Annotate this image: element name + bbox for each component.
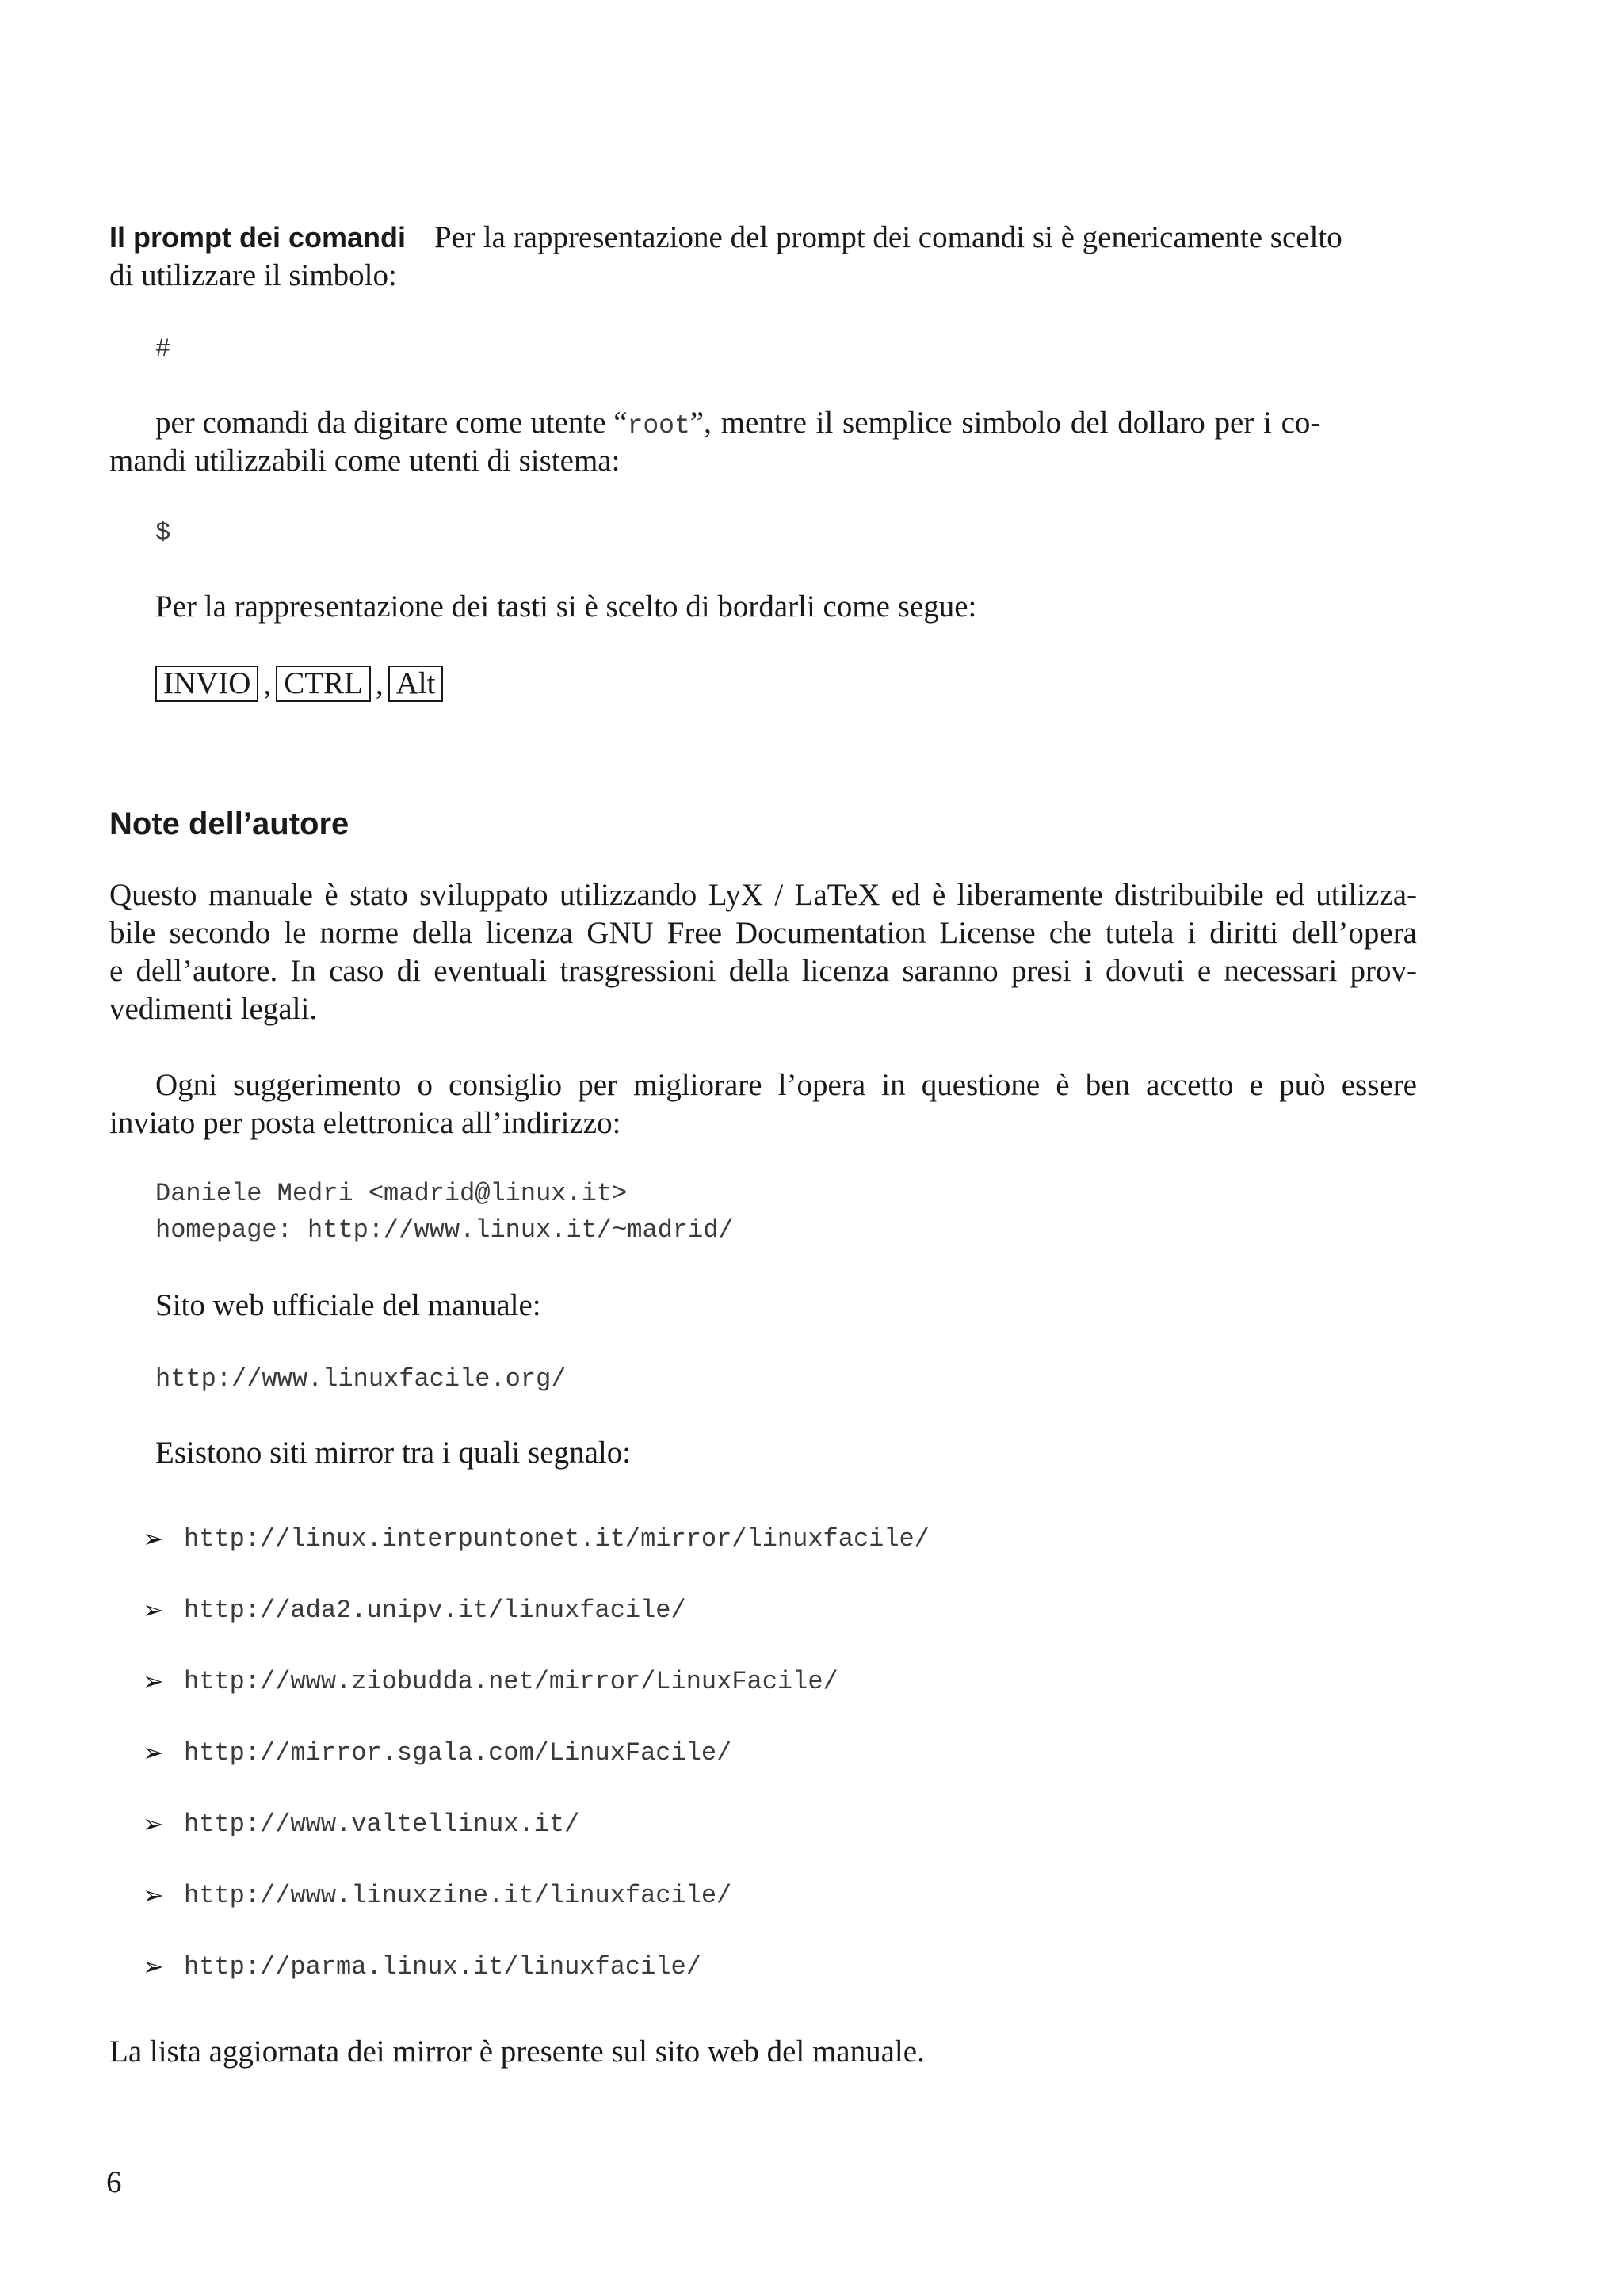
author-paragraph-1: [109, 876, 1417, 1028]
mirror-url: http://www.valtellinux.it/: [184, 1809, 580, 1839]
root-text-before: per comandi da digitare come utente “: [155, 406, 628, 440]
mirror-url: http://ada2.unipv.it/linuxfacile/: [184, 1595, 686, 1625]
user-prompt-symbol: $: [155, 518, 171, 547]
list-item: [143, 1662, 838, 1700]
author-paragraph-2: [109, 1066, 1417, 1142]
key-separator: ,: [375, 667, 384, 701]
author-p1-line1: Questo manuale è stato sviluppato utilizzando LyX / LaTeX ed è liberamente distribuibile ed utilizza-: [109, 878, 1417, 912]
keys-intro: Per la rappresentazione dei tasti si è scelto di bordarli come segue:: [155, 589, 977, 624]
mirror-url: http://linux.interpuntonet.it/mirror/linuxfacile/: [184, 1524, 930, 1554]
arrow-bullet-icon: ➢: [143, 1880, 164, 1910]
author-p1-line4: vedimenti legali.: [109, 992, 318, 1026]
list-item: [143, 1733, 731, 1772]
keys-row: [155, 666, 443, 702]
key-invio: INVIO: [155, 666, 258, 702]
key-ctrl: CTRL: [276, 666, 371, 702]
root-description-line1: [155, 404, 1417, 445]
prompt-intro-line1: Per la rappresentazione del prompt dei comandi si è genericamente scelto: [434, 220, 1342, 254]
author-p2-line1: Ogni suggerimento o consiglio per migliorare l’opera in questione è ben accetto e può essere: [155, 1068, 1417, 1102]
root-word: root: [627, 411, 690, 441]
list-item: [143, 1876, 731, 1914]
arrow-bullet-icon: ➢: [143, 1737, 164, 1768]
site-url: http://www.linuxfacile.org/: [155, 1364, 567, 1394]
prompt-heading: Il prompt dei comandi: [109, 221, 407, 254]
arrow-bullet-icon: ➢: [143, 1524, 164, 1554]
closing-text: La lista aggiornata dei mirror è presente sul sito web del manuale.: [109, 2035, 925, 2069]
key-alt: Alt: [388, 666, 444, 702]
mirror-url: http://mirror.sgala.com/LinuxFacile/: [184, 1737, 732, 1768]
root-text-after: ”, mentre il semplice simbolo del dollaro per i co-: [689, 406, 1321, 440]
list-item: [143, 1947, 701, 1985]
mirror-url: http://parma.linux.it/linuxfacile/: [184, 1951, 701, 1981]
arrow-bullet-icon: ➢: [143, 1595, 164, 1625]
prompt-paragraph: [109, 219, 1417, 257]
list-item: [143, 1591, 686, 1629]
arrow-bullet-icon: ➢: [143, 1951, 164, 1981]
mirrors-intro: Esistono siti mirror tra i quali segnalo:: [155, 1436, 632, 1470]
page-number: 6: [106, 2165, 122, 2199]
author-p1-line2: bile secondo le norme della licenza GNU Free Documentation License che tutela i diritti dell’opera: [109, 916, 1417, 950]
arrow-bullet-icon: ➢: [143, 1809, 164, 1839]
author-section-title: Note dell’autore: [109, 807, 349, 841]
arrow-bullet-icon: ➢: [143, 1666, 164, 1696]
site-intro: Sito web ufficiale del manuale:: [155, 1288, 541, 1322]
list-item: [143, 1805, 579, 1843]
root-prompt-symbol: #: [155, 334, 171, 364]
root-description-line2: mandi utilizzabili come utenti di sistema:: [109, 444, 621, 478]
mirror-url: http://www.ziobudda.net/mirror/LinuxFacile/: [184, 1666, 838, 1696]
mirror-url: http://www.linuxzine.it/linuxfacile/: [184, 1880, 732, 1910]
contact-line-1: Daniele Medri <madrid@linux.it>: [155, 1179, 628, 1208]
prompt-intro-line2: di utilizzare il simbolo:: [109, 258, 397, 292]
key-separator: ,: [263, 667, 272, 701]
author-p1-line3: e dell’autore. In caso di eventuali trasgressioni della licenza saranno presi i dovuti e necessari prov-: [109, 954, 1417, 988]
author-p2-line2: inviato per posta elettronica all’indirizzo:: [109, 1106, 621, 1140]
contact-line-2: homepage: http://www.linux.it/~madrid/: [155, 1215, 734, 1245]
list-item: [143, 1520, 930, 1558]
